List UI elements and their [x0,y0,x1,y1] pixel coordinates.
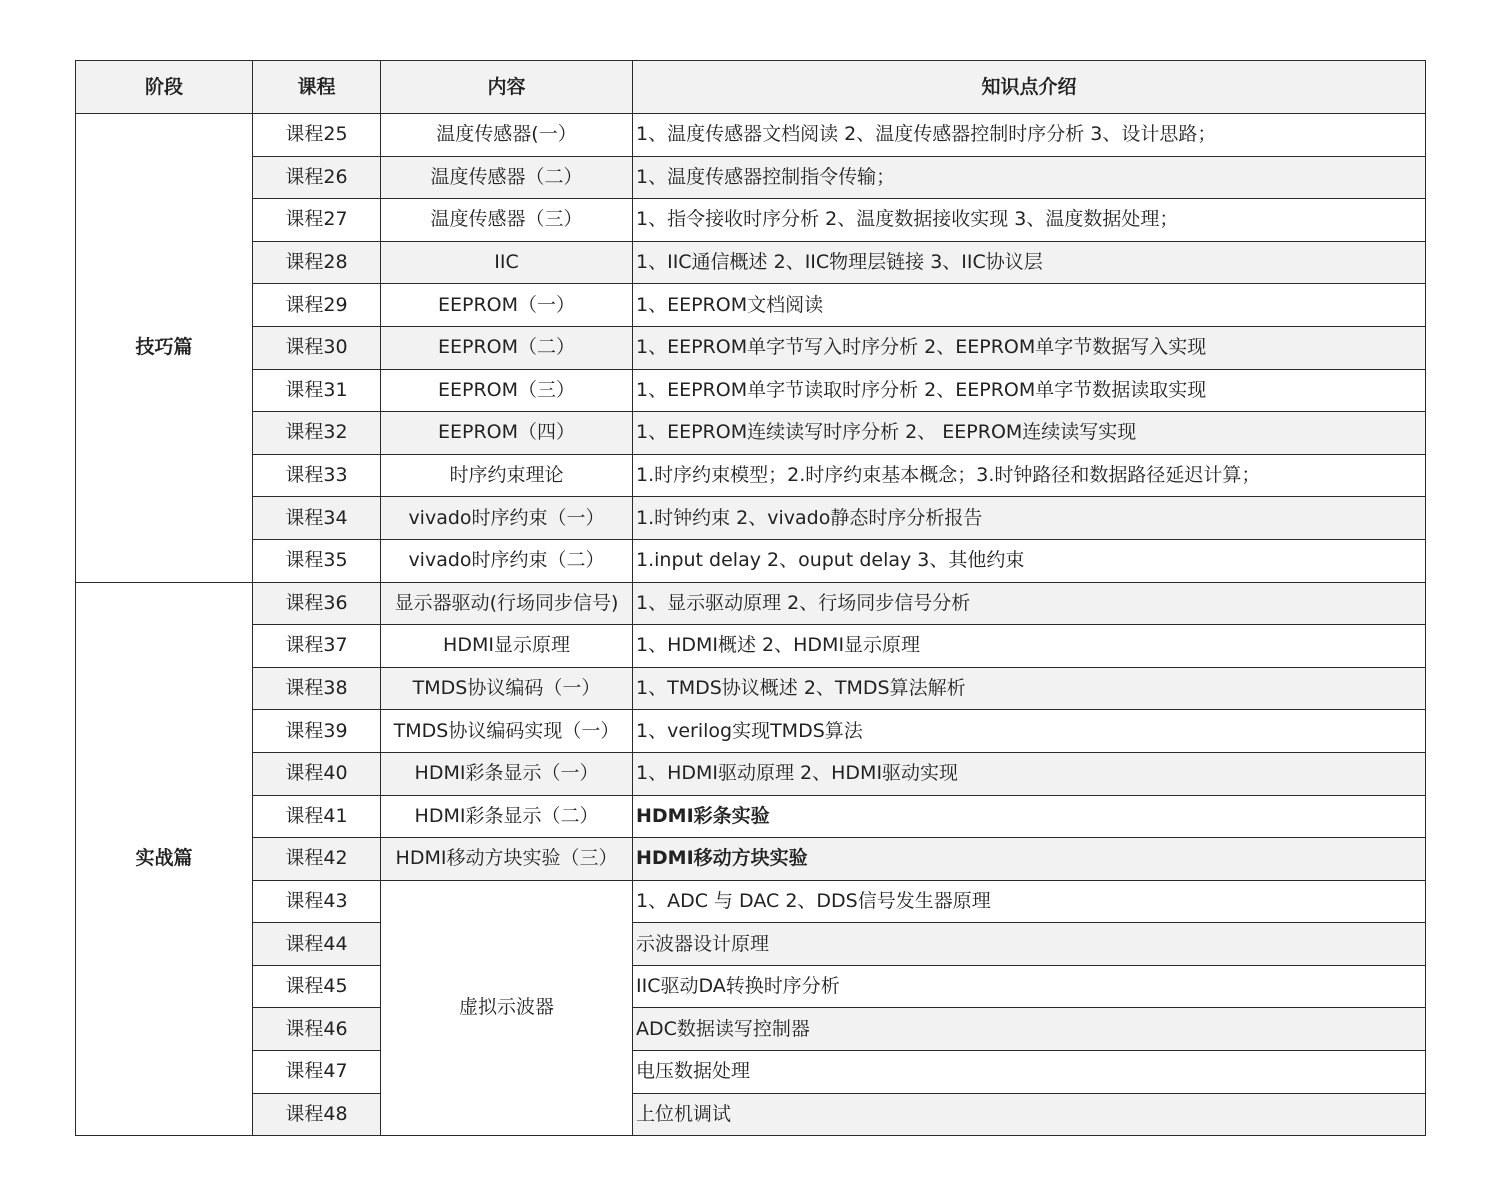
desc-cell: 示波器设计原理 [633,923,1426,966]
desc-cell: 1、IIC通信概述 2、IIC物理层链接 3、IIC协议层 [633,241,1426,284]
content-cell: HDMI移动方块实验（三） [381,838,633,881]
header-knowledge: 知识点介绍 [633,61,1426,114]
table-row [76,880,1426,923]
table-row [76,412,1426,455]
content-cell: HDMI彩条显示（二） [381,795,633,838]
content-cell: 温度传感器（二） [381,156,633,199]
desc-cell: ADC数据读写控制器 [633,1008,1426,1051]
course-cell: 课程29 [253,284,381,327]
table-row [76,752,1426,795]
course-cell: 课程47 [253,1051,381,1094]
desc-cell: 1、EEPROM文档阅读 [633,284,1426,327]
table-row [76,454,1426,497]
desc-cell: 1、ADC 与 DAC 2、DDS信号发生器原理 [633,880,1426,923]
course-cell: 课程33 [253,454,381,497]
desc-cell: 1、verilog实现TMDS算法 [633,710,1426,753]
desc-cell: 1、显示驱动原理 2、行场同步信号分析 [633,582,1426,625]
content-cell: EEPROM（二） [381,326,633,369]
course-cell: 课程38 [253,667,381,710]
course-cell: 课程34 [253,497,381,540]
course-cell: 课程36 [253,582,381,625]
desc-cell: 上位机调试 [633,1093,1426,1136]
desc-cell: 1、温度传感器控制指令传输； [633,156,1426,199]
desc-cell: 1、HDMI驱动原理 2、HDMI驱动实现 [633,752,1426,795]
content-cell: EEPROM（三） [381,369,633,412]
header-row [76,61,1426,114]
header-stage: 阶段 [76,61,253,114]
table-row [76,667,1426,710]
course-cell: 课程31 [253,369,381,412]
content-cell: IIC [381,241,633,284]
desc-cell: 1、EEPROM单字节写入时序分析 2、EEPROM单字节数据写入实现 [633,326,1426,369]
table-row [76,1093,1426,1136]
table-row [76,199,1426,242]
course-cell: 课程32 [253,412,381,455]
desc-cell: 1、HDMI概述 2、HDMI显示原理 [633,625,1426,668]
header-course: 课程 [253,61,381,114]
course-cell: 课程35 [253,539,381,582]
content-cell: vivado时序约束（二） [381,539,633,582]
content-cell: TMDS协议编码（一） [381,667,633,710]
header-content: 内容 [381,61,633,114]
desc-cell: 1、指令接收时序分析 2、温度数据接收实现 3、温度数据处理； [633,199,1426,242]
desc-cell: 电压数据处理 [633,1051,1426,1094]
table-row [76,1008,1426,1051]
content-cell: EEPROM（一） [381,284,633,327]
table-row [76,497,1426,540]
desc-cell: HDMI彩条实验 [633,795,1426,838]
table-row [76,369,1426,412]
course-cell: 课程46 [253,1008,381,1051]
content-cell: HDMI彩条显示（一） [381,752,633,795]
course-cell: 课程40 [253,752,381,795]
course-cell: 课程25 [253,114,381,157]
table-row [76,625,1426,668]
content-cell: EEPROM（四） [381,412,633,455]
table-row [76,923,1426,966]
content-cell: vivado时序约束（一） [381,497,633,540]
course-cell: 课程41 [253,795,381,838]
course-cell: 课程43 [253,880,381,923]
table-row [76,1051,1426,1094]
content-cell: 时序约束理论 [381,454,633,497]
table-row [76,582,1426,625]
course-cell: 课程37 [253,625,381,668]
table-row [76,241,1426,284]
content-cell: 温度传感器(一） [381,114,633,157]
desc-cell: IIC驱动DA转换时序分析 [633,965,1426,1008]
table-row [76,710,1426,753]
course-cell: 课程27 [253,199,381,242]
desc-cell: 1、TMDS协议概述 2、TMDS算法解析 [633,667,1426,710]
desc-cell: 1、温度传感器文档阅读 2、温度传感器控制时序分析 3、设计思路； [633,114,1426,157]
table-row [76,284,1426,327]
content-cell: 显示器驱动(行场同步信号) [381,582,633,625]
table-row [76,795,1426,838]
course-cell: 课程39 [253,710,381,753]
content-cell: TMDS协议编码实现（一） [381,710,633,753]
table-row [76,326,1426,369]
course-cell: 课程45 [253,965,381,1008]
content-cell: 温度传感器（三） [381,199,633,242]
desc-cell: 1.时序约束模型；2.时序约束基本概念；3.时钟路径和数据路径延迟计算； [633,454,1426,497]
course-cell: 课程28 [253,241,381,284]
desc-cell: 1.时钟约束 2、vivado静态时序分析报告 [633,497,1426,540]
stage-cell-practice: 实战篇 [76,582,253,1136]
course-cell: 课程30 [253,326,381,369]
desc-cell: 1.input delay 2、ouput delay 3、其他约束 [633,539,1426,582]
course-cell: 课程26 [253,156,381,199]
table-row [76,114,1426,157]
table-row [76,156,1426,199]
course-table [75,60,1426,1136]
desc-cell: HDMI移动方块实验 [633,838,1426,881]
course-cell: 课程42 [253,838,381,881]
table-row [76,838,1426,881]
stage-cell-skills: 技巧篇 [76,114,253,583]
course-cell: 课程48 [253,1093,381,1136]
content-cell-merged: 虚拟示波器 [381,880,633,1136]
course-cell: 课程44 [253,923,381,966]
table-row [76,965,1426,1008]
desc-cell: 1、EEPROM连续读写时序分析 2、 EEPROM连续读写实现 [633,412,1426,455]
desc-cell: 1、EEPROM单字节读取时序分析 2、EEPROM单字节数据读取实现 [633,369,1426,412]
content-cell: HDMI显示原理 [381,625,633,668]
table-row [76,539,1426,582]
